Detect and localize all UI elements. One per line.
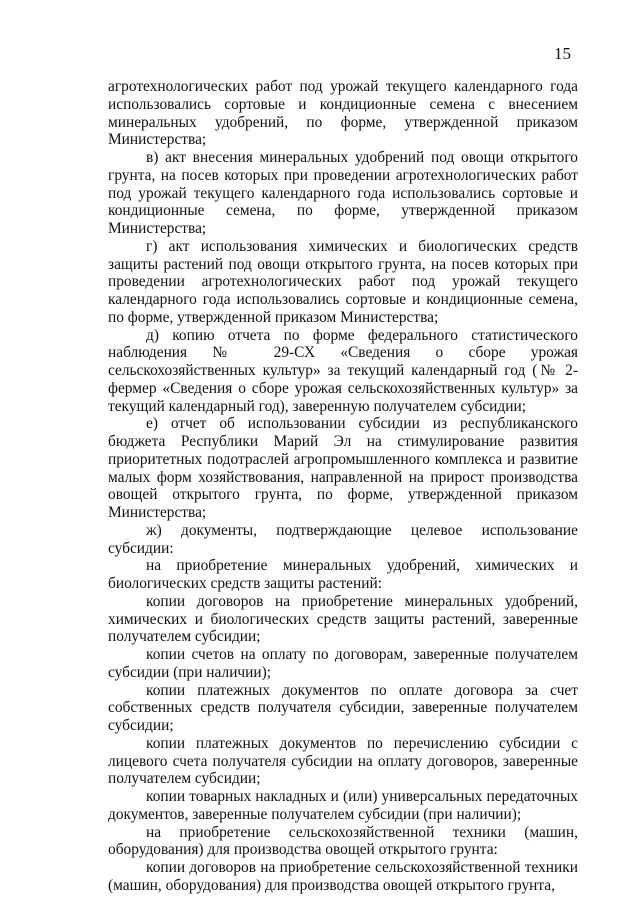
- paragraph-subsidy-payments: копии платежных документов по перечислению субсидии с лицевого счета получателя субсидии на оплату договоров, заверенные получателем субсидии;: [108, 734, 578, 788]
- paragraph-item-v: в) акт внесения минеральных удобрений под овощи открытого грунта, на посев которых при проведении агротехнологических работ под урожай текущего календарного года использовались сортовые и кондиционные семена, по форме, утвержденной приказом Министерства;: [108, 149, 578, 237]
- page-number: 15: [554, 44, 571, 63]
- paragraph-continuation: агротехнологических работ под урожай текущего календарного года использовались сортовые и кондиционные семена с внесением минеральных удобрений, по форме, утвержденной приказом Министерства;: [108, 78, 578, 149]
- paragraph-own-payments: копии платежных документов по оплате договора за счет собственных средств получателя субсидии, заверенные получателем субсидии;: [108, 681, 578, 734]
- paragraph-contracts: копии договоров на приобретение минеральных удобрений, химических и биологических средств защиты растений, заверенные получателем субсидии;: [108, 592, 578, 646]
- paragraph-item-e: е) отчет об использовании субсидии из республиканского бюджета Республики Марий Эл на стимулирование развития приоритетных подотраслей агропромышленного комплекса и развитие малых форм хозяйствования, направленной на прирост производства овощей открытого грунта, по форме, утвержденной приказом Министерства;: [108, 415, 578, 521]
- paragraph-item-d: д) копию отчета по форме федерального статистического наблюдения № 29-СХ «Сведения о сборе урожая сельскохозяйственных культур» за текущий календарный год (№ 2-фермер «Сведения о сборе урожая сельскохозяйственных культур» за текущий календарный год), заверенную получателем субсидии;: [108, 326, 578, 415]
- paragraph-machinery-contracts: копии договоров на приобретение сельскохозяйственной техники (машин, оборудования) для производства овощей открытого грунта,: [108, 859, 578, 894]
- paragraph-machinery-heading: на приобретение сельскохозяйственной техники (машин, оборудования) для производства овощей открытого грунта:: [108, 823, 578, 859]
- paragraph-item-zh: ж) документы, подтверждающие целевое использование субсидии:: [108, 521, 578, 557]
- paragraph-waybills: копии товарных накладных и (или) универсальных передаточных документов, заверенные получателем субсидии (при наличии);: [108, 788, 578, 823]
- paragraph-fertilizers-heading: на приобретение минеральных удобрений, химических и биологических средств защиты растений:: [108, 557, 578, 592]
- document-body: [108, 78, 578, 895]
- paragraph-invoices: копии счетов на оплату по договорам, заверенные получателем субсидии (при наличии);: [108, 646, 578, 681]
- paragraph-item-g: г) акт использования химических и биологических средств защиты растений под овощи открытого грунта, на посев которых при проведении агротехнологических работ под урожай текущего календарного года использовались сортовые и кондиционные семена, по форме, утвержденной приказом Министерства;: [108, 237, 578, 326]
